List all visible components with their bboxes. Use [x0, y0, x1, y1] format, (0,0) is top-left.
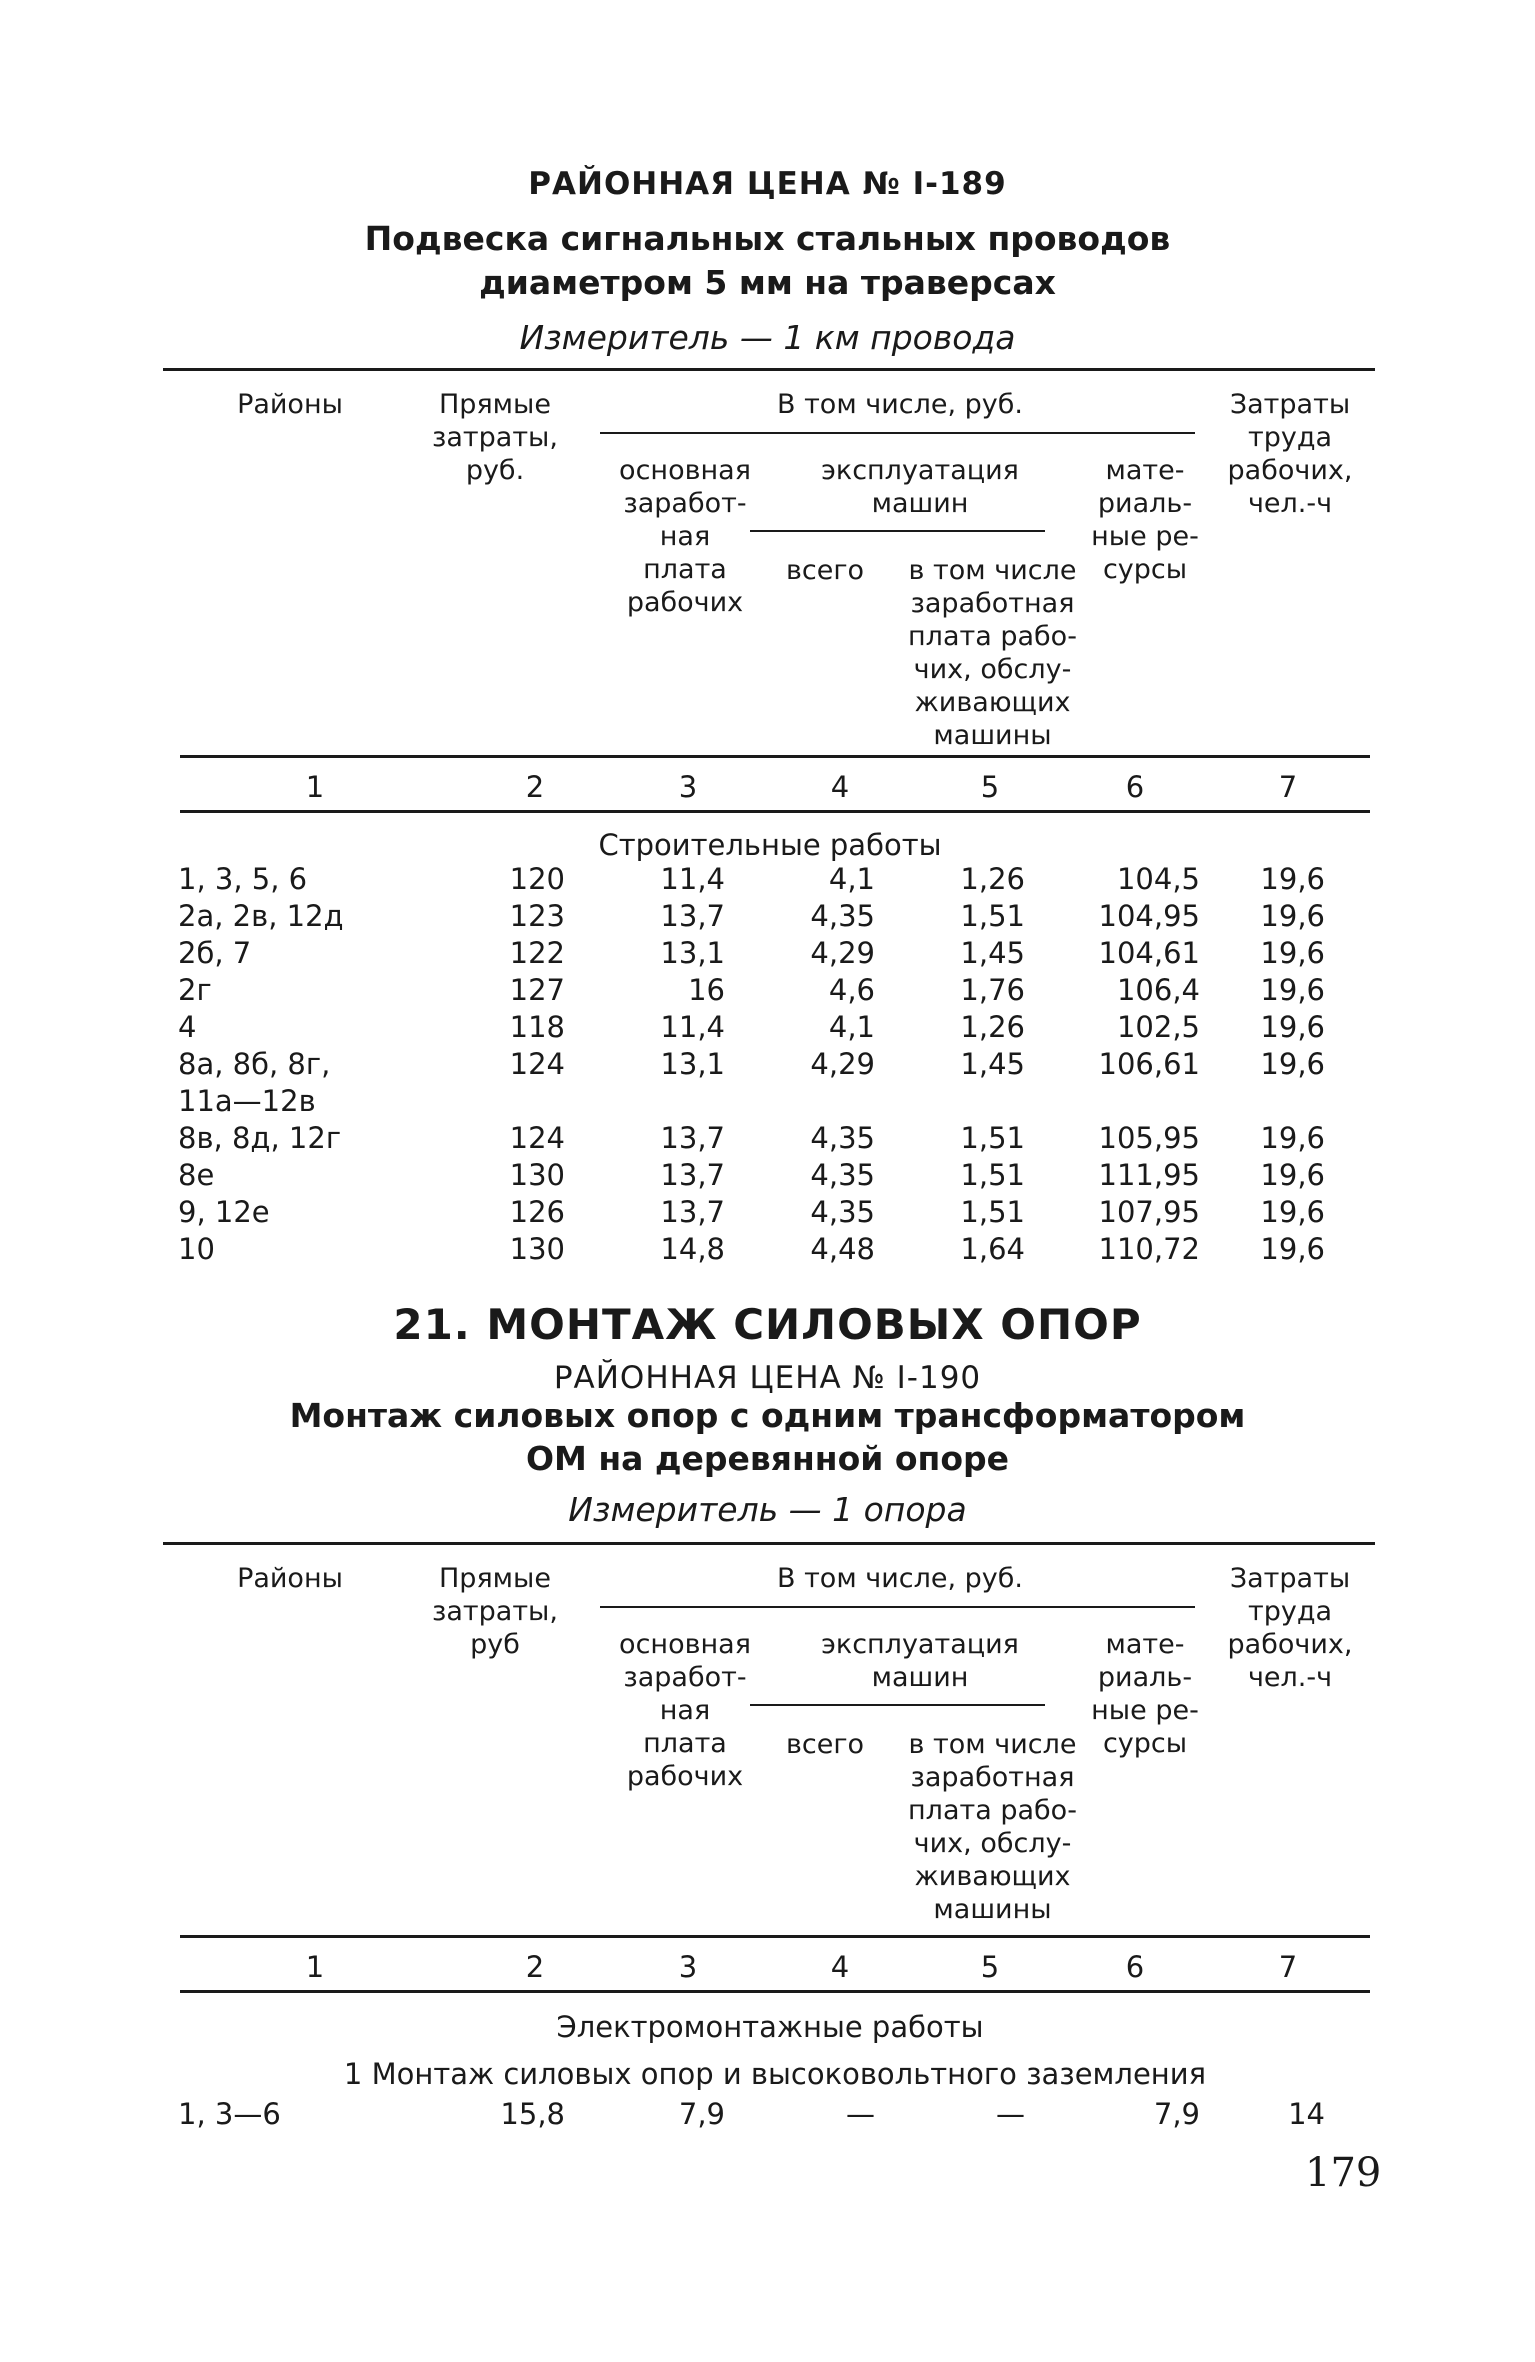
table1-cell-c7: 19,6	[1260, 1195, 1325, 1229]
table2-colnum-4: 4	[830, 1950, 850, 1984]
table1-cell-c2: 130	[509, 1158, 565, 1192]
table1-cell-c7: 19,6	[1260, 1232, 1325, 1266]
table1-colnum-7: 7	[1278, 770, 1298, 804]
table2-subheading: Электромонтажные работы	[556, 2010, 984, 2044]
table2-group-rule	[600, 1606, 1195, 1608]
table1-cell-c2: 127	[509, 973, 565, 1007]
table1-cell-c2: 123	[509, 899, 565, 933]
table1-group-rule	[600, 432, 1195, 434]
table1-cell-c5: 1,51	[960, 899, 1025, 933]
table1-cell-c6: 107,95	[1098, 1195, 1200, 1229]
table2-header-v-tom-chisle: В том числе, руб.	[776, 1563, 1024, 1594]
table1-cell-rayon: 4	[178, 1010, 197, 1044]
table1-cell-c3: 14,8	[660, 1232, 725, 1266]
table1-cell-c7: 19,6	[1260, 1047, 1325, 1081]
table1-cell-c2: 118	[509, 1010, 565, 1044]
table1-cell-rayon: 10	[178, 1232, 215, 1266]
table2-unit: Измеритель — 1 опора	[568, 1490, 967, 1529]
price-number-2: РАЙОННАЯ ЦЕНА № I-190	[553, 1360, 982, 1396]
table1-cell-c4: 4,29	[810, 936, 875, 970]
table1-cell-c7: 19,6	[1260, 973, 1325, 1007]
table1-cell-c6: 106,4	[1116, 973, 1200, 1007]
table2-header-v-tom-chisle-zp: в том числе заработная плата рабо- чих, обслу- живающих машины	[908, 1729, 1077, 1925]
table1-cell-c5: 1,51	[960, 1158, 1025, 1192]
section-title: 21. МОНТАЖ СИЛОВЫХ ОПОР	[393, 1300, 1142, 1349]
table1-header-bottom-rule	[180, 755, 1370, 758]
table1-cell-c2: 124	[509, 1047, 565, 1081]
table1-cell-c4: 4,35	[810, 1121, 875, 1155]
table2-top-rule	[163, 1542, 1375, 1545]
table1-header-materialnye: мате- риаль- ные ре- сурсы	[1091, 455, 1199, 585]
table1-header-osnovnaya: основная заработ- ная плата рабочих	[619, 455, 751, 618]
table1-cell-c7: 19,6	[1260, 936, 1325, 970]
table1-cell-c5: 1,45	[960, 1047, 1025, 1081]
table1-cell-c5: 1,26	[960, 862, 1025, 896]
table1-cell-c3: 13,1	[660, 936, 725, 970]
table1-cell-c6: 110,72	[1098, 1232, 1200, 1266]
table1-colnum-6: 6	[1125, 770, 1145, 804]
table2-cell-c4: —	[846, 2097, 875, 2131]
table2-cell-c2: 15,8	[500, 2097, 565, 2131]
table2-header-ekspluatatsiya: эксплуатация машин	[821, 1629, 1019, 1693]
table1-cell-c4: 4,35	[810, 1158, 875, 1192]
table1-colnum-4: 4	[830, 770, 850, 804]
table2-header-pryamye: Прямые затраты, руб	[432, 1563, 558, 1660]
table2-header-osnovnaya: основная заработ- ная плата рабочих	[619, 1629, 751, 1792]
table1-cell-c4: 4,1	[828, 862, 875, 896]
table1-cell-c6: 111,95	[1098, 1158, 1200, 1192]
table2-colnum-1: 1	[305, 1950, 325, 1984]
table1-cell-c5: 1,51	[960, 1195, 1025, 1229]
table1-colnum-bottom-rule	[180, 810, 1370, 813]
price-number-1: РАЙОННАЯ ЦЕНА № I-189	[528, 166, 1007, 202]
table1-cell-c5: 1,64	[960, 1232, 1025, 1266]
table2-cell-rayon: 1, 3—6	[178, 2097, 281, 2131]
table1-cell-c2: 124	[509, 1121, 565, 1155]
table1-cell-c4: 4,48	[810, 1232, 875, 1266]
table1-colnum-3: 3	[678, 770, 698, 804]
table1-cell-c2: 130	[509, 1232, 565, 1266]
table1-cell-rayon: 11а—12в	[178, 1084, 316, 1118]
table1-cell-c6: 105,95	[1098, 1121, 1200, 1155]
table1-cell-c3: 13,7	[660, 1121, 725, 1155]
table2-header-bottom-rule	[180, 1935, 1370, 1938]
table1-cell-c3: 13,7	[660, 1195, 725, 1229]
table2-header-materialnye: мате- риаль- ные ре- сурсы	[1091, 1629, 1199, 1759]
table1-header-ekspluatatsiya: эксплуатация машин	[821, 455, 1019, 519]
table1-cell-c4: 4,35	[810, 1195, 875, 1229]
table1-cell-rayon: 2а, 2в, 12д	[178, 899, 344, 933]
table1-cell-rayon: 8а, 8б, 8г,	[178, 1047, 331, 1081]
table1-cell-c4: 4,35	[810, 899, 875, 933]
table2-cell-c5: —	[996, 2097, 1025, 2131]
table2-colnum-bottom-rule	[180, 1990, 1370, 1993]
table1-cell-c5: 1,51	[960, 1121, 1025, 1155]
table1-cell-c6: 104,5	[1116, 862, 1200, 896]
table2-colnum-6: 6	[1125, 1950, 1145, 1984]
table1-colnum-1: 1	[305, 770, 325, 804]
table2-subsubheading: 1 Монтаж силовых опор и высоковольтного заземления	[343, 2057, 1207, 2091]
table1-cell-c3: 13,7	[660, 1158, 725, 1192]
table1-cell-rayon: 2б, 7	[178, 936, 252, 970]
table1-header-rayony: Районы	[237, 389, 343, 420]
table1-cell-c6: 104,61	[1098, 936, 1200, 970]
table1-colnum-2: 2	[525, 770, 545, 804]
table2-header-vsego: всего	[785, 1729, 865, 1760]
table1-title-line2: диаметром 5 мм на траверсах	[479, 263, 1056, 302]
table1-unit: Измеритель — 1 км провода	[519, 318, 1016, 357]
table1-cell-c5: 1,26	[960, 1010, 1025, 1044]
table1-cell-rayon: 1, 3, 5, 6	[178, 862, 308, 896]
table2-colnum-2: 2	[525, 1950, 545, 1984]
table1-cell-c5: 1,45	[960, 936, 1025, 970]
table1-subgroup-rule	[750, 530, 1045, 532]
table1-cell-c5: 1,76	[960, 973, 1025, 1007]
table1-cell-c2: 122	[509, 936, 565, 970]
table1-cell-c3: 13,7	[660, 899, 725, 933]
table1-cell-c3: 11,4	[660, 862, 725, 896]
table2-title-line2: ОМ на деревянной опоре	[525, 1439, 1010, 1478]
table2-title-line1: Монтаж силовых опор с одним трансформатором	[289, 1396, 1246, 1435]
table1-header-v-tom-chisle-zp: в том числе заработная плата рабо- чих, обслу- живающих машины	[908, 555, 1077, 751]
table2-colnum-3: 3	[678, 1950, 698, 1984]
table1-cell-c7: 19,6	[1260, 899, 1325, 933]
table1-cell-c7: 19,6	[1260, 1158, 1325, 1192]
table1-cell-c2: 126	[509, 1195, 565, 1229]
table1-cell-c7: 19,6	[1260, 862, 1325, 896]
table1-subheading: Строительные работы	[598, 828, 942, 862]
table1-cell-c3: 13,1	[660, 1047, 725, 1081]
table1-title-line1: Подвеска сигнальных стальных проводов	[364, 219, 1171, 258]
table1-header-v-tom-chisle: В том числе, руб.	[776, 389, 1024, 420]
table1-colnum-5: 5	[980, 770, 1000, 804]
table1-top-rule	[163, 368, 1375, 371]
table1-cell-c6: 106,61	[1098, 1047, 1200, 1081]
table2-header-rayony: Районы	[237, 1563, 343, 1594]
table2-subgroup-rule	[750, 1704, 1045, 1706]
table1-header-pryamye: Прямые затраты, руб.	[432, 389, 558, 486]
table1-cell-c7: 19,6	[1260, 1010, 1325, 1044]
table1-cell-c7: 19,6	[1260, 1121, 1325, 1155]
table1-cell-c4: 4,1	[828, 1010, 875, 1044]
table2-colnum-7: 7	[1278, 1950, 1298, 1984]
table1-cell-rayon: 8е	[178, 1158, 215, 1192]
table1-cell-c6: 102,5	[1116, 1010, 1200, 1044]
table1-cell-c6: 104,95	[1098, 899, 1200, 933]
table1-header-zatraty-truda: Затраты труда рабочих, чел.-ч	[1227, 389, 1353, 519]
table1-cell-c4: 4,6	[828, 973, 875, 1007]
table1-cell-c3: 11,4	[660, 1010, 725, 1044]
table2-cell-c3: 7,9	[678, 2097, 725, 2131]
table2-cell-c7: 14	[1288, 2097, 1325, 2131]
table1-cell-rayon: 2г	[178, 973, 212, 1007]
table1-cell-rayon: 9, 12е	[178, 1195, 270, 1229]
table1-cell-c3: 16	[688, 973, 725, 1007]
table2-cell-c6: 7,9	[1153, 2097, 1200, 2131]
table1-cell-rayon: 8в, 8д, 12г	[178, 1121, 342, 1155]
table1-cell-c4: 4,29	[810, 1047, 875, 1081]
table1-cell-c2: 120	[509, 862, 565, 896]
table1-header-vsego: всего	[785, 555, 865, 586]
table2-header-zatraty-truda: Затраты труда рабочих, чел.-ч	[1227, 1563, 1353, 1693]
table2-colnum-5: 5	[980, 1950, 1000, 1984]
page-number: 179	[1305, 2150, 1382, 2196]
